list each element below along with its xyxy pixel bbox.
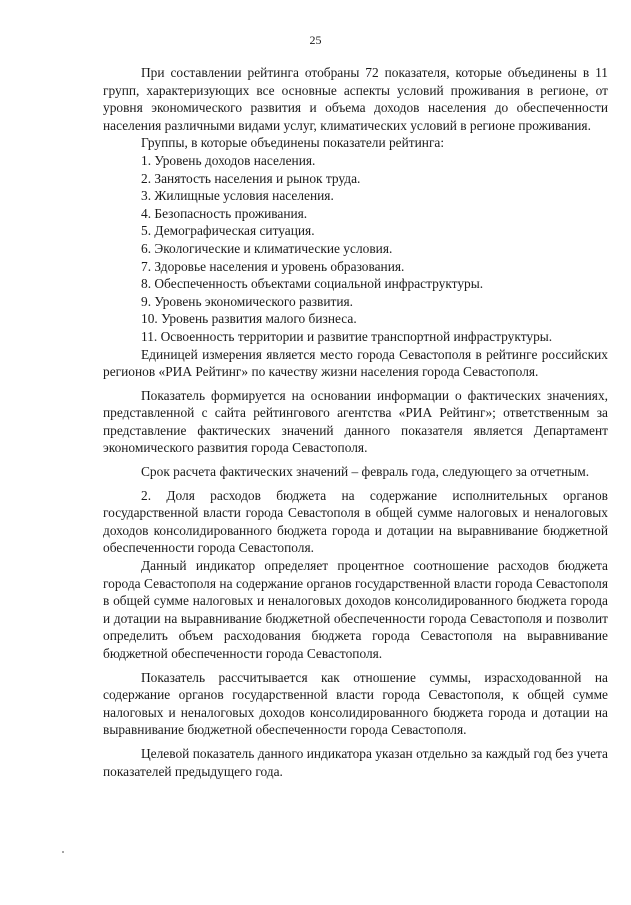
scan-speck [62, 851, 64, 853]
list-item: 1. Уровень доходов населения. [141, 152, 316, 168]
list-item: 11. Освоенность территории и развитие транспортной инфраструктуры. [141, 328, 553, 344]
list-item: 5. Демографическая ситуация. [141, 223, 315, 239]
list-item: 8. Обеспеченность объектами социальной инфраструктуры. [141, 276, 484, 292]
formation-paragraph: Показатель формируется на основании информации о фактических значениях, представленной с сайта рейтингового агентства «РИА Рейтинг»; ответственным за представление фактических значений данного показателя является Департамент экономического развития города Севастополя. [103, 387, 608, 456]
intro-paragraph: При составлении рейтинга отобраны 72 показателя, которые объединены в 11 групп, характеризующих все основные аспекты условий проживания в регионе, от уровня экономического развития и объема доходов населения до обеспеченности населения различными видами услуг, климатических условий в регионе проживания. [103, 65, 608, 133]
indicator-2-paragraph: 2. Доля расходов бюджета на содержание исполнительных органов государственной власти города Севастополя в общей сумме налоговых и неналоговых доходов консолидированного бюджета города и дотации на выравнивание бюджетной обеспеченности города Севастополя. [103, 487, 608, 556]
target-paragraph: Целевой показатель данного индикатора указан отдельно за каждый год без учета показателей предыдущего года. [103, 745, 608, 779]
page-number: 25 [309, 33, 322, 47]
page-content [103, 64, 608, 780]
definition-paragraph: Данный индикатор определяет процентное соотношение расходов бюджета города Севастополя на содержание органов государственной власти города Севастополя в общей сумме налоговых и неналоговых доходов консолидированного бюджета города и дотации на выравнивание бюджетной обеспеченности города Севастополя и позволит определить объем расходования бюджета города Севастополя на выравнивание бюджетной обеспеченности города Севастополя. [103, 558, 608, 661]
list-item: 4. Безопасность проживания. [141, 205, 308, 221]
list-item: 6. Экологические и климатические условия. [141, 240, 393, 256]
groups-heading: Группы, в которые объединены показатели рейтинга: [141, 135, 445, 151]
list-item: 10. Уровень развития малого бизнеса. [141, 311, 357, 327]
calculation-paragraph: Показатель рассчитывается как отношение суммы, израсходованной на содержание органов государственной власти города Севастополя, к общей сумме налоговых и неналоговых доходов консолидированного бюджета города и дотации на выравнивание бюджетной обеспеченности города Севастополя. [103, 669, 608, 738]
list-item: 9. Уровень экономического развития. [141, 293, 354, 309]
list-item: 3. Жилищные условия населения. [141, 188, 334, 204]
unit-paragraph: Единицей измерения является место города Севастополя в рейтинге российских регионов «РИА Рейтинг» по качеству жизни населения города Севастополя. [103, 346, 608, 380]
list-item: 7. Здоровье населения и уровень образования. [141, 258, 405, 274]
deadline-paragraph: Срок расчета фактических значений – февраль года, следующего за отчетным. [141, 464, 590, 480]
groups-list [103, 152, 608, 346]
list-item: 2. Занятость населения и рынок труда. [141, 170, 361, 186]
